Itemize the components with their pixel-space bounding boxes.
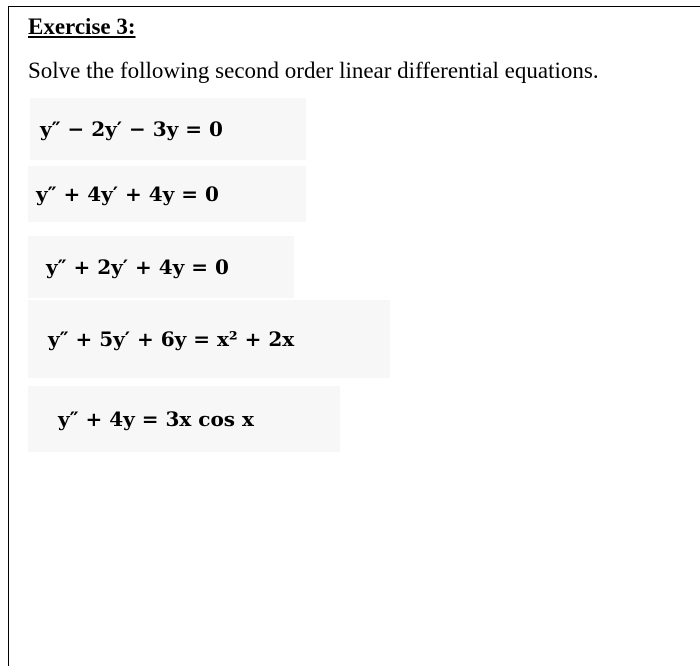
equation-1-text: y″ − 2y′ − 3y = 0 (40, 117, 223, 141)
equation-3 (28, 236, 294, 298)
equation-2 (28, 166, 306, 222)
equation-1 (30, 98, 306, 160)
exercise-instruction: Solve the following second order linear differential equations. (28, 58, 599, 83)
equation-4-text: y″ + 5y′ + 6y = x² + 2x (48, 327, 295, 351)
equation-4 (28, 300, 390, 378)
equation-3-text: y″ + 2y′ + 4y = 0 (46, 255, 229, 279)
equation-5 (28, 386, 340, 452)
exercise-title: Exercise 3: (28, 14, 136, 39)
equation-5-text: y″ + 4y = 3x cos x (58, 407, 254, 431)
equation-2-text: y″ + 4y′ + 4y = 0 (36, 182, 219, 206)
